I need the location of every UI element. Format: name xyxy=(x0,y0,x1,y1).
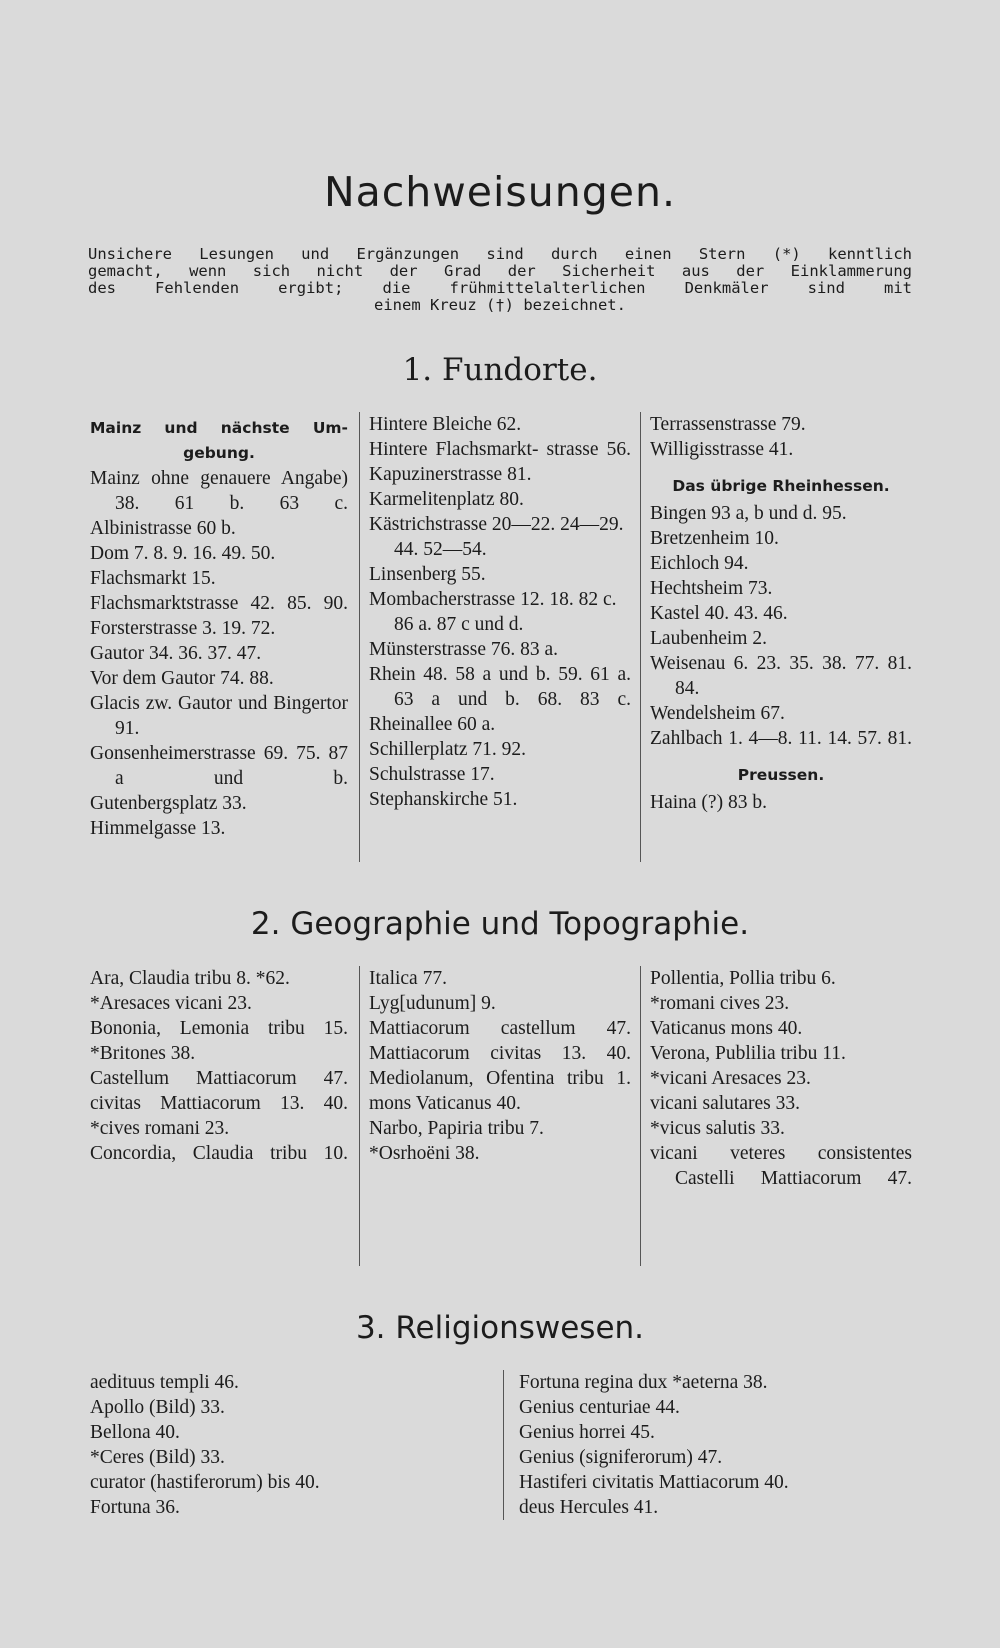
section-3-column-2 xyxy=(519,1370,919,1520)
intro-line-1: Unsichere Lesungen und Ergänzungen sind durch einen Stern (*) kenntlich xyxy=(88,245,912,263)
column-divider xyxy=(640,966,641,1266)
column-subheading: Mainz und nächste Um- xyxy=(90,419,348,437)
list-item: Fortuna regina dux *aeterna 38. xyxy=(519,1372,768,1393)
list-item: Fortuna 36. xyxy=(90,1497,180,1518)
section-1-column-1 xyxy=(90,416,348,841)
list-item: Genius (signiferorum) 47. xyxy=(519,1447,723,1468)
section-3-column-1 xyxy=(90,1370,490,1520)
list-item: Hastiferi civitatis Mattiacorum 40. xyxy=(519,1472,789,1493)
list-item: civitas Mattiacorum 13. 40. xyxy=(90,1093,348,1114)
column-subheading: Preussen. xyxy=(737,766,825,784)
list-item: *Ceres (Bild) 33. xyxy=(90,1447,225,1468)
page-title: Nachweisungen. xyxy=(323,168,677,216)
list-item: Eichloch 94. xyxy=(650,553,749,574)
list-item: Ara, Claudia tribu 8. *62. xyxy=(90,968,290,989)
section-1-column-3 xyxy=(650,412,912,815)
list-item: Schillerplatz 71. 92. xyxy=(369,739,527,760)
list-item: Hechtsheim 73. xyxy=(650,578,773,599)
list-item: Gutenbergsplatz 33. xyxy=(90,793,247,814)
list-item: Zahlbach 1. 4—8. 11. 14. 57. 81. xyxy=(650,728,912,749)
column-subheading: gebung. xyxy=(183,444,255,462)
column-divider xyxy=(503,1370,504,1520)
list-item: Vaticanus mons 40. xyxy=(650,1018,803,1039)
list-item: Gonsenheimerstrasse 69. 75. 87 a und b. xyxy=(90,743,348,789)
list-item: Hintere Flachsmarkt- strasse 56. xyxy=(369,439,631,460)
list-item: Castellum Mattiacorum 47. xyxy=(90,1068,348,1089)
list-item: Willigisstrasse 41. xyxy=(650,439,794,460)
list-item: *Osrhoëni 38. xyxy=(369,1143,480,1164)
list-item: Kastel 40. 43. 46. xyxy=(650,603,788,624)
list-item: Lyg[udunum] 9. xyxy=(369,993,496,1014)
intro-line-3: des Fehlenden ergibt; die frühmittelalterlichen Denkmäler sind mit xyxy=(88,279,912,297)
column-divider xyxy=(359,966,360,1266)
list-item: Dom 7. 8. 9. 16. 49. 50. xyxy=(90,543,276,564)
column-divider xyxy=(640,412,641,862)
section-1-heading: 1. Fundorte. xyxy=(402,352,598,388)
list-item: Glacis zw. Gautor und Bingertor 91. xyxy=(90,693,348,739)
list-item: Münsterstrasse 76. 83 a. xyxy=(369,639,559,660)
section-2-column-2 xyxy=(369,966,631,1166)
list-item: Apollo (Bild) 33. xyxy=(90,1397,225,1418)
list-item: *cives romani 23. xyxy=(90,1118,230,1139)
section-2-heading: 2. Geographie und Topographie. xyxy=(250,906,750,942)
list-item: Rhein 48. 58 a und b. 59. 61 a. 63 a und b. 68. 83 c. xyxy=(369,664,631,710)
list-item: Kästrichstrasse 20—22. 24—29. 44. 52—54. xyxy=(369,514,624,560)
list-item: curator (hastiferorum) bis 40. xyxy=(90,1472,320,1493)
list-item: Kapuzinerstrasse 81. xyxy=(369,464,532,485)
list-item: Schulstrasse 17. xyxy=(369,764,495,785)
list-item: Karmelitenplatz 80. xyxy=(369,489,524,510)
list-item: Laubenheim 2. xyxy=(650,628,767,649)
list-item: Verona, Publilia tribu 11. xyxy=(650,1043,846,1064)
column-subheading: Das übrige Rheinhessen. xyxy=(672,477,890,495)
list-item: *Aresaces vicani 23. xyxy=(90,993,252,1014)
list-item: Terrassenstrasse 79. xyxy=(650,414,806,435)
list-item: Stephanskirche 51. xyxy=(369,789,518,810)
list-item: Himmelgasse 13. xyxy=(90,818,226,839)
list-item: Vor dem Gautor 74. 88. xyxy=(90,668,274,689)
list-item: Flachsmarkt 15. xyxy=(90,568,216,589)
intro-line-2: gemacht, wenn sich nicht der Grad der Sicherheit aus der Einklammerung xyxy=(88,262,912,280)
list-item: Mainz ohne genauere Angabe) 38. 61 b. 63 c. xyxy=(90,468,348,514)
list-item: *vicani Aresaces 23. xyxy=(650,1068,811,1089)
section-3-heading: 3. Religionswesen. xyxy=(355,1310,645,1346)
list-item: Concordia, Claudia tribu 10. xyxy=(90,1143,348,1164)
list-item: Mattiacorum castellum 47. xyxy=(369,1018,631,1039)
intro-paragraph xyxy=(88,246,912,314)
list-item: deus Hercules 41. xyxy=(519,1497,659,1518)
list-item: Mediolanum, Ofentina tribu 1. xyxy=(369,1068,631,1089)
list-item: Linsenberg 55. xyxy=(369,564,486,585)
list-item: Hintere Bleiche 62. xyxy=(369,414,522,435)
list-item: Bingen 93 a, b und d. 95. xyxy=(650,503,847,524)
list-item: aedituus templi 46. xyxy=(90,1372,239,1393)
intro-line-4: einem Kreuz (†) bezeichnet. xyxy=(374,296,626,314)
column-divider xyxy=(359,412,360,862)
list-item: vicani veteres consistentes Castelli Mattiacorum 47. xyxy=(650,1143,912,1189)
list-item: Bononia, Lemonia tribu 15. xyxy=(90,1018,348,1039)
list-item: Gautor 34. 36. 37. 47. xyxy=(90,643,262,664)
list-item: Narbo, Papiria tribu 7. xyxy=(369,1118,544,1139)
list-item: *vicus salutis 33. xyxy=(650,1118,785,1139)
list-item: Rheinallee 60 a. xyxy=(369,714,496,735)
list-item: Wendelsheim 67. xyxy=(650,703,785,724)
list-item: mons Vaticanus 40. xyxy=(369,1093,521,1114)
list-item: Genius centuriae 44. xyxy=(519,1397,680,1418)
list-item: Mattiacorum civitas 13. 40. xyxy=(369,1043,631,1064)
list-item: Flachsmarktstrasse 42. 85. 90. xyxy=(90,593,348,614)
list-item: *Britones 38. xyxy=(90,1043,196,1064)
list-item: vicani salutares 33. xyxy=(650,1093,800,1114)
list-item: *romani cives 23. xyxy=(650,993,790,1014)
section-2-column-1 xyxy=(90,966,348,1166)
list-item: Mombacherstrasse 12. 18. 82 c. 86 a. 87 c und d. xyxy=(369,589,617,635)
list-item: Albinistrasse 60 b. xyxy=(90,518,236,539)
list-item: Genius horrei 45. xyxy=(519,1422,655,1443)
list-item: Bretzenheim 10. xyxy=(650,528,779,549)
section-1-column-2 xyxy=(369,412,631,812)
list-item: Forsterstrasse 3. 19. 72. xyxy=(90,618,276,639)
list-item: Pollentia, Pollia tribu 6. xyxy=(650,968,836,989)
section-2-column-3 xyxy=(650,966,912,1191)
list-item: Bellona 40. xyxy=(90,1422,180,1443)
list-item: Haina (?) 83 b. xyxy=(650,792,767,813)
list-item: Italica 77. xyxy=(369,968,447,989)
list-item: Weisenau 6. 23. 35. 38. 77. 81. 84. xyxy=(650,653,912,699)
